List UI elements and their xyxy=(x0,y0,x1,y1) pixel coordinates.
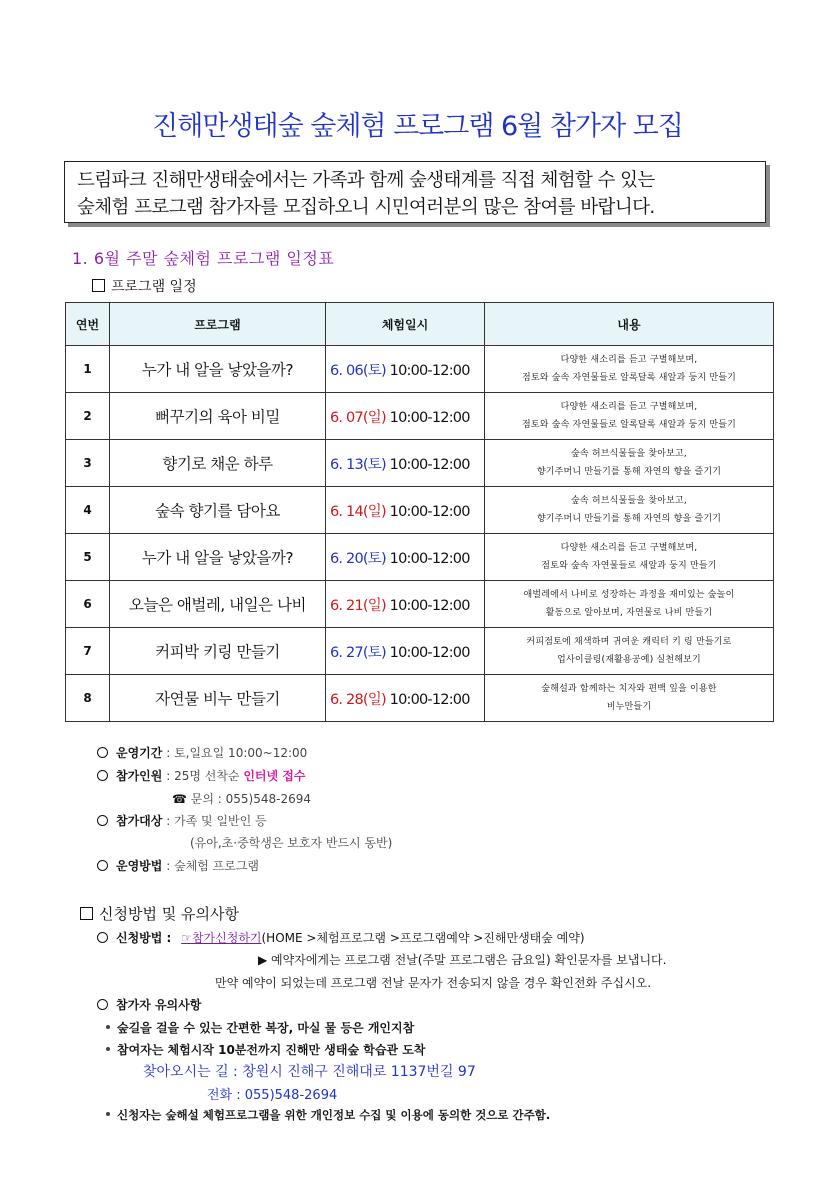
caution-heading: 참가자 유의사항 xyxy=(97,996,201,1013)
table-row xyxy=(66,675,774,722)
table-row xyxy=(66,628,774,675)
row-date: 6. 06(토) xyxy=(330,362,386,379)
row-number: 8 xyxy=(66,675,110,722)
table-row xyxy=(66,487,774,534)
row-time: 10:00-12:00 xyxy=(389,409,470,426)
row-number: 4 xyxy=(66,487,110,534)
info-method: 운영방법 : 숲체험 프로그램 xyxy=(97,857,259,874)
row-content-line-1: 애벌레에서 나비로 성장하는 과정을 재미있는 숲놀이 xyxy=(523,590,735,600)
row-date: 6. 07(일) xyxy=(330,409,386,426)
info-target-note: (유아,초·중학생은 보호자 반드시 동반) xyxy=(190,836,393,850)
row-content-line-2: 활동으로 알아보며, 자연물로 나비 만들기 xyxy=(545,608,713,618)
apply-method: 신청방법 : ☞참가신청하기(HOME >체험프로그램 >프로그램예약 >진해만생태숲 예약) xyxy=(97,929,585,946)
row-program: 뻐꾸기의 육아 비밀 xyxy=(110,393,326,440)
circle-bullet-icon xyxy=(97,747,108,758)
row-program: 숲속 향기를 담아요 xyxy=(110,487,326,534)
row-time: 10:00-12:00 xyxy=(389,550,470,567)
row-date: 6. 28(일) xyxy=(330,691,386,708)
row-program: 커피박 키링 만들기 xyxy=(110,628,326,675)
row-content xyxy=(485,628,774,675)
row-datetime xyxy=(326,487,485,534)
caution-2: 참여자는 체험시작 10분전까지 진해만 생태숲 학습관 도착 xyxy=(106,1041,425,1058)
row-time: 10:00-12:00 xyxy=(389,503,470,520)
row-content-line-2: 향기주머니 만들기를 통해 자연의 향을 즐기기 xyxy=(536,514,722,524)
row-program: 누가 내 알을 낳았을까? xyxy=(110,346,326,393)
address: 찾아오시는 길 : 창원시 진해구 진해대로 1137번길 97 xyxy=(143,1064,476,1080)
row-content-line-2: 향기주머니 만들기를 통해 자연의 향을 즐기기 xyxy=(536,467,722,477)
notice-line-1: ▶ 예약자에게는 프로그램 전날(주말 프로그램은 금요일) 확인문자를 보냅니다. xyxy=(258,953,667,967)
info-people: 참가인원 : 25명 선착순 인터넷 접수 xyxy=(97,767,305,784)
section-1-heading: 1. 6월 주말 숲체험 프로그램 일정표 xyxy=(72,249,335,268)
row-content-line-1: 숲속 허브식물들을 찾아보고, xyxy=(571,449,687,459)
row-content xyxy=(485,581,774,628)
row-content-line-1: 숲해설과 함께하는 치자와 편백 잎을 이용한 xyxy=(541,684,717,694)
notice-line-2: 만약 예약이 되었는데 프로그램 전날 문자가 전송되지 않을 경우 확인전화 주십시오. xyxy=(215,976,652,990)
dot-bullet-icon xyxy=(106,1025,110,1029)
dot-bullet-icon xyxy=(106,1047,110,1051)
dot-bullet-icon xyxy=(106,1112,110,1116)
row-content-line-2: 점토와 숲속 자연물들로 새알과 둥지 만들기 xyxy=(541,561,717,571)
apply-link[interactable]: ☞참가신청하기 xyxy=(181,931,262,945)
table-header-row xyxy=(66,303,774,346)
intro-line-2: 숲체험 프로그램 참가자를 모집하오니 시민여러분의 많은 참여를 바랍니다. xyxy=(77,197,655,218)
phone-number: 전화 : 055)548-2694 xyxy=(207,1088,338,1103)
row-time: 10:00-12:00 xyxy=(389,691,470,708)
row-content-line-1: 커피점토에 채색하며 귀여운 캐릭터 키 링 만들기로 xyxy=(526,637,732,647)
row-content-line-2: 점토와 숲속 자연물들로 알록달록 새알과 둥지 만들기 xyxy=(521,420,737,430)
section-2-heading: 신청방법 및 유의사항 xyxy=(80,903,239,924)
caution-1: 숲길을 걸을 수 있는 간편한 복장, 마실 물 등은 개인지참 xyxy=(106,1019,414,1036)
info-target: 참가대상 : 가족 및 일반인 등 xyxy=(97,812,267,829)
checkbox-square-icon xyxy=(80,907,93,920)
row-content-line-1: 다양한 새소리를 듣고 구별해보며, xyxy=(560,402,698,412)
row-number: 2 xyxy=(66,393,110,440)
header-no: 연번 xyxy=(66,303,110,346)
info-contact: ☎ 문의 : 055)548-2694 xyxy=(172,792,311,806)
table-row xyxy=(66,581,774,628)
row-date: 6. 13(토) xyxy=(330,456,386,473)
row-datetime xyxy=(326,534,485,581)
row-content xyxy=(485,346,774,393)
row-program: 자연물 비누 만들기 xyxy=(110,675,326,722)
circle-bullet-icon xyxy=(97,860,108,871)
intro-box xyxy=(64,161,766,223)
schedule-table xyxy=(65,302,774,722)
circle-bullet-icon xyxy=(97,999,108,1010)
caution-3: 신청자는 숲해설 체험프로그램을 위한 개인정보 수집 및 이용에 동의한 것으로 간주함. xyxy=(106,1107,550,1123)
table-row xyxy=(66,534,774,581)
row-datetime xyxy=(326,346,485,393)
row-content xyxy=(485,534,774,581)
row-content xyxy=(485,393,774,440)
row-datetime xyxy=(326,440,485,487)
row-program: 누가 내 알을 낳았을까? xyxy=(110,534,326,581)
circle-bullet-icon xyxy=(97,770,108,781)
row-datetime xyxy=(326,628,485,675)
row-time: 10:00-12:00 xyxy=(389,362,470,379)
circle-bullet-icon xyxy=(97,815,108,826)
row-content xyxy=(485,440,774,487)
info-period: 운영기간 : 토,일요일 10:00~12:00 xyxy=(97,744,307,761)
row-content xyxy=(485,487,774,534)
row-datetime xyxy=(326,393,485,440)
row-content-line-1: 다양한 새소리를 듣고 구별해보며, xyxy=(560,355,698,365)
row-number: 7 xyxy=(66,628,110,675)
table-row xyxy=(66,346,774,393)
row-program: 향기로 채운 하루 xyxy=(110,440,326,487)
row-content-line-2: 업사이클링(재활용공예) 실천해보기 xyxy=(557,655,701,665)
header-content: 내용 xyxy=(485,303,774,346)
row-datetime xyxy=(326,581,485,628)
row-content-line-2: 비누만들기 xyxy=(606,702,652,712)
header-date: 체험일시 xyxy=(326,303,485,346)
row-date: 6. 20(토) xyxy=(330,550,386,567)
table-row xyxy=(66,393,774,440)
row-content xyxy=(485,675,774,722)
header-program: 프로그램 xyxy=(110,303,326,346)
subheading-text: 프로그램 일정 xyxy=(111,279,197,295)
phone-icon: ☎ xyxy=(172,792,187,806)
row-number: 3 xyxy=(66,440,110,487)
row-date: 6. 27(토) xyxy=(330,644,386,661)
row-time: 10:00-12:00 xyxy=(389,597,470,614)
row-number: 6 xyxy=(66,581,110,628)
row-date: 6. 21(일) xyxy=(330,597,386,614)
row-program: 오늘은 애벌레, 내일은 나비 xyxy=(110,581,326,628)
row-datetime xyxy=(326,675,485,722)
checkbox-square-icon xyxy=(92,279,105,292)
program-schedule-subheading xyxy=(92,276,197,296)
page-title: 진해만생태숲 숲체험 프로그램 6월 참가자 모집 xyxy=(152,111,683,142)
circle-bullet-icon xyxy=(97,932,108,943)
row-content-line-1: 다양한 새소리를 듣고 구별해보며, xyxy=(560,543,698,553)
row-number: 5 xyxy=(66,534,110,581)
row-time: 10:00-12:00 xyxy=(389,456,470,473)
row-content-line-1: 숲속 허브식물들을 찾아보고, xyxy=(571,496,687,506)
intro-line-1: 드림파크 진해만생태숲에서는 가족과 함께 숲생태계를 직접 체험할 수 있는 xyxy=(77,170,655,191)
table-row xyxy=(66,440,774,487)
row-time: 10:00-12:00 xyxy=(389,644,470,661)
row-content-line-2: 점토와 숲속 자연물들로 알록달록 새알과 둥지 만들기 xyxy=(521,373,737,383)
row-number: 1 xyxy=(66,346,110,393)
row-date: 6. 14(일) xyxy=(330,503,386,520)
